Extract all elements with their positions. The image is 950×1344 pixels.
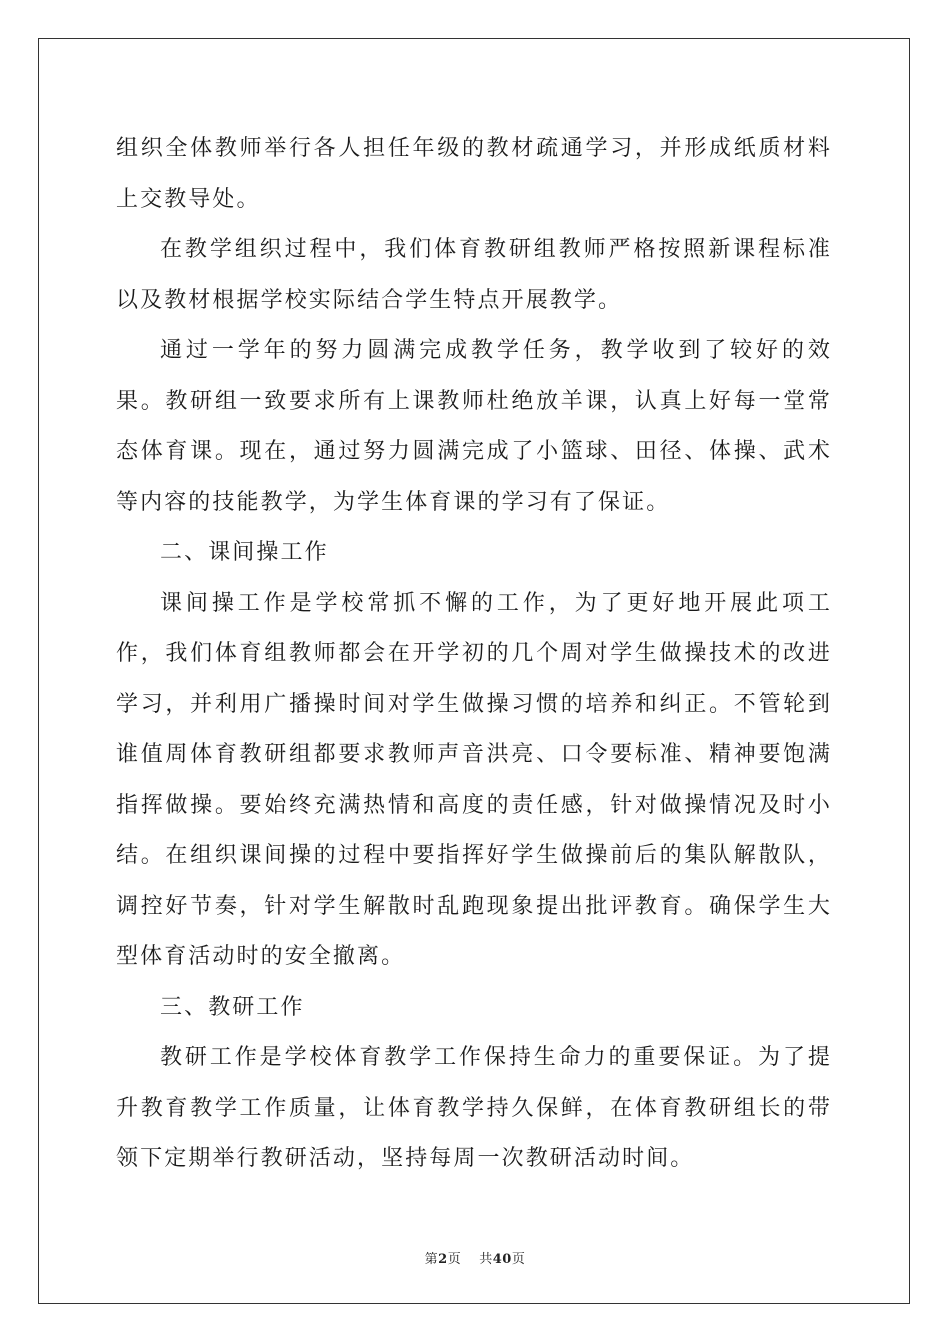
paragraph-exercise-work: 课间操工作是学校常抓不懈的工作，为了更好地开展此项工作，我们体育组教师都会在开学初的几个周对学生做操技术的改进学习，并利用广播操时间对学生做操习惯的培养和纠正。不管轮到谁值周体育教研组都要求教师声音洪亮、口令要标准、精神要饱满指挥做操。要始终充满热情和高度的责任感，针对做操情况及时小结。在组织课间操的过程中要指挥好学生做操前后的集队解散队，调控好节奏，针对学生解散时乱跑现象提出批评教育。确保学生大型体育活动时的安全撤离。: [116, 590, 832, 969]
paragraph-teaching-organization: 在教学组织过程中，我们体育教研组教师严格按照新课程标准以及教材根据学校实际结合学生特点开展教学。: [116, 237, 832, 313]
document-body: [116, 124, 832, 1185]
current-page-number: 2: [438, 1252, 448, 1267]
page-footer: [0, 1248, 950, 1267]
total-page-count: 40: [492, 1252, 512, 1267]
section-heading-research: 三、教研工作: [160, 994, 305, 1020]
page-suffix: 页: [447, 1252, 462, 1267]
total-prefix: 共: [479, 1252, 493, 1267]
total-suffix: 页: [511, 1252, 526, 1267]
page-prefix: 第: [424, 1252, 439, 1267]
paragraph-continuation: 组织全体教师举行各人担任年级的教材疏通学习，并形成纸质材料上交教导处。: [116, 136, 832, 212]
paragraph-research-work: 教研工作是学校体育教学工作保持生命力的重要保证。为了提升教育教学工作质量，让体育教学持久保鲜，在体育教研组长的带领下定期举行教研活动，坚持每周一次教研活动时间。: [116, 1045, 832, 1171]
paragraph-teaching-results: 通过一学年的努力圆满完成教学任务，教学收到了较好的效果。教研组一致要求所有上课教师杜绝放羊课，认真上好每一堂常态体育课。现在，通过努力圆满完成了小篮球、田径、体操、武术等内容的技能教学，为学生体育课的学习有了保证。: [116, 338, 832, 515]
section-heading-exercise: 二、课间操工作: [160, 540, 329, 565]
